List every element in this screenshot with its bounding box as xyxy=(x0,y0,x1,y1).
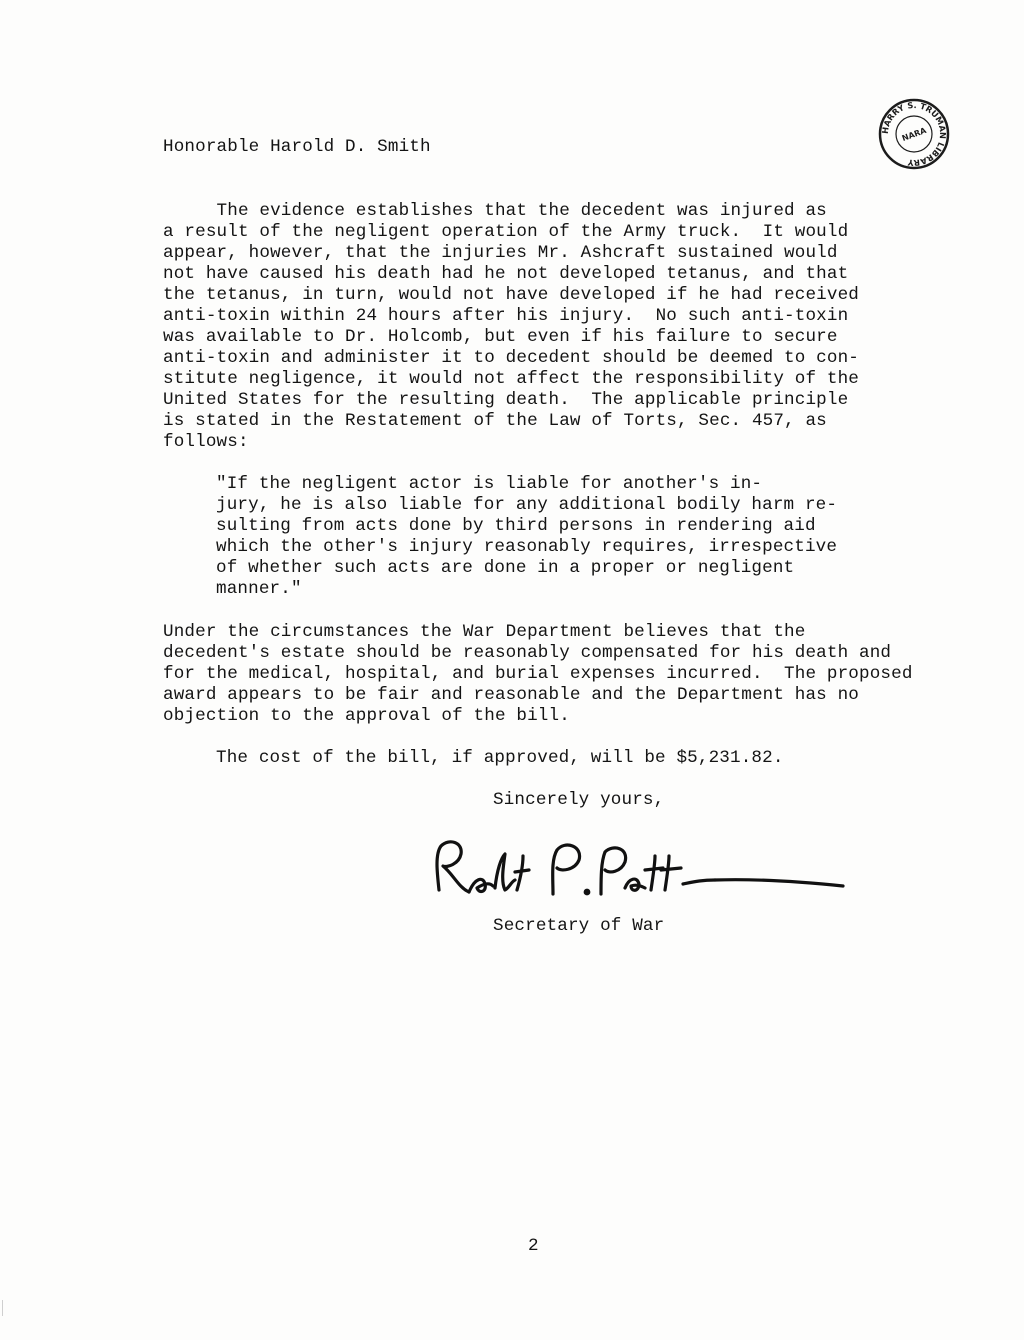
text-line: was available to Dr. Holcomb, but even if his failure to secure xyxy=(163,327,838,347)
text-line: anti-toxin and administer it to decedent should be deemed to con- xyxy=(163,348,860,368)
text-line: Under the circumstances the War Department believes that the xyxy=(163,622,806,642)
page-number: 2 xyxy=(528,1236,539,1256)
text-line: sulting from acts done by third persons in rendering aid xyxy=(216,516,816,536)
text-line: The evidence establishes that the decedent was injured as xyxy=(163,201,827,221)
text-line: for the medical, hospital, and burial expenses incurred. The proposed xyxy=(163,664,913,684)
library-stamp-seal-icon xyxy=(878,98,950,170)
handwritten-signature xyxy=(425,832,855,912)
text-line: a result of the negligent operation of the Army truck. It would xyxy=(163,222,849,242)
text-line: "If the negligent actor is liable for another's in- xyxy=(216,474,763,494)
text-line: stitute negligence, it would not affect the responsibility of the xyxy=(163,369,860,389)
signer-title: Secretary of War xyxy=(493,916,665,936)
body-paragraph-2 xyxy=(163,622,913,727)
body-paragraph-1 xyxy=(163,201,859,453)
text-line: award appears to be fair and reasonable and the Department has no xyxy=(163,685,860,705)
text-line: follows: xyxy=(163,432,249,452)
cost-statement: The cost of the bill, if approved, will be $5,231.82. xyxy=(216,748,784,768)
text-line: is stated in the Restatement of the Law of Torts, Sec. 457, as xyxy=(163,411,827,431)
text-line: which the other's injury reasonably requires, irrespective xyxy=(216,537,838,557)
stamp-inner-text: NARA xyxy=(900,125,928,144)
closing-salutation: Sincerely yours, xyxy=(493,790,665,810)
addressee-line: Honorable Harold D. Smith xyxy=(163,137,431,157)
text-line: not have caused his death had he not developed tetanus, and that xyxy=(163,264,849,284)
text-line: manner." xyxy=(216,579,302,599)
text-line: the tetanus, in turn, would not have developed if he had received xyxy=(163,285,860,305)
text-line: jury, he is also liable for any additional bodily harm re- xyxy=(216,495,838,515)
text-line: decedent's estate should be reasonably compensated for his death and xyxy=(163,643,892,663)
block-quote xyxy=(216,474,837,600)
scan-edge-mark xyxy=(2,1300,9,1316)
text-line: appear, however, that the injuries Mr. Ashcraft sustained would xyxy=(163,243,838,263)
text-line: United States for the resulting death. The applicable principle xyxy=(163,390,849,410)
stamp-outer-text: HARRY S. TRUMAN LIBRARY xyxy=(879,99,949,169)
text-line: anti-toxin within 24 hours after his injury. No such anti-toxin xyxy=(163,306,849,326)
text-line: objection to the approval of the bill. xyxy=(163,706,570,726)
text-line: of whether such acts are done in a proper or negligent xyxy=(216,558,795,578)
